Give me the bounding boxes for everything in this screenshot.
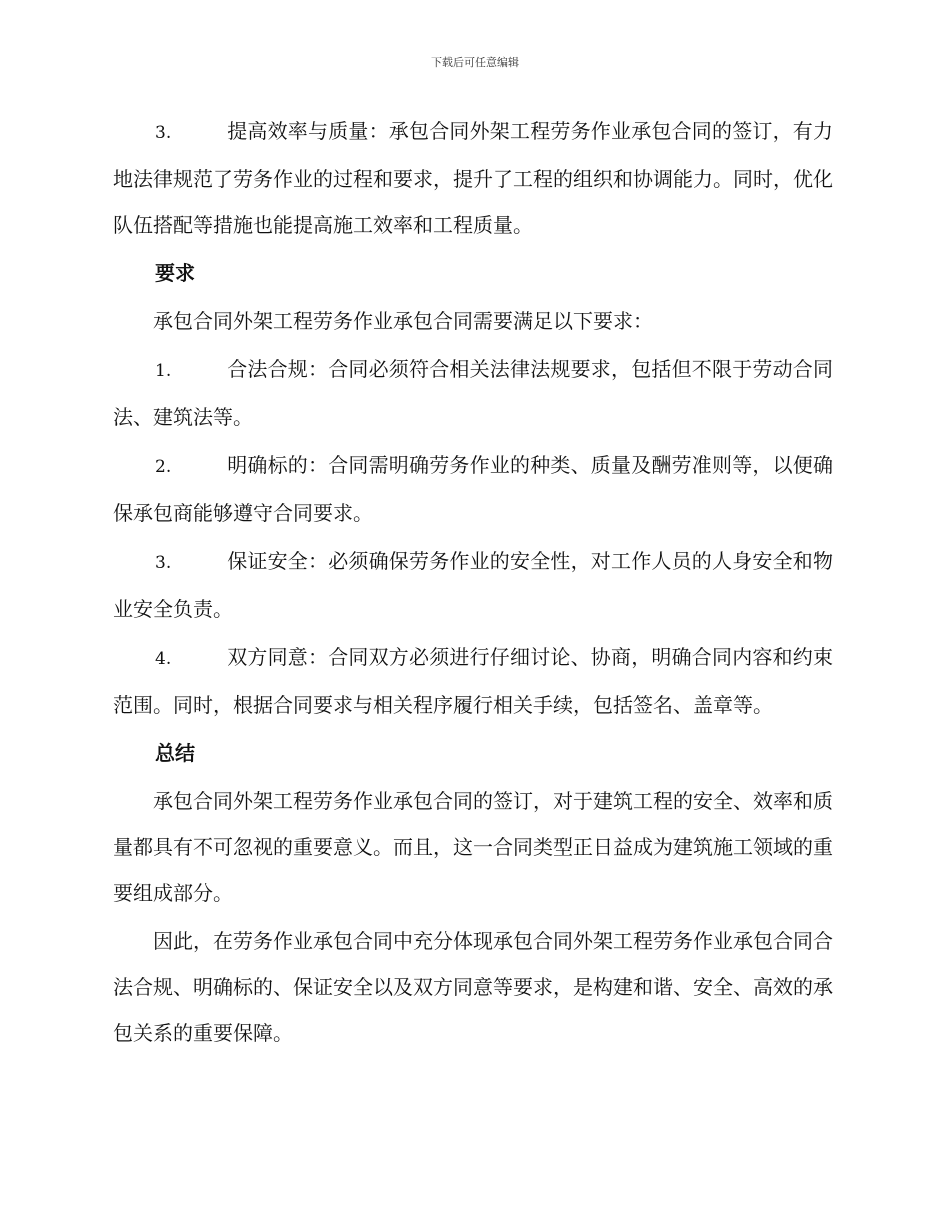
list-item-safety [113, 538, 833, 632]
list-text: 保证安全：必须确保劳务作业的安全性，对工作人员的人身安全和物业安全负责。 [113, 549, 833, 621]
list-number: 3. [155, 553, 172, 573]
requirements-intro: 承包合同外架工程劳务作业承包合同需要满足以下要求： [153, 309, 653, 333]
page-header: 下载后可任意编辑 [431, 56, 519, 69]
list-text: 合法合规：合同必须符合相关法律法规要求，包括但不限于劳动合同法、建筑法等。 [113, 357, 833, 429]
list-item-subject [113, 442, 833, 536]
list-number: 4. [155, 649, 172, 669]
list-number: 1. [155, 361, 172, 381]
list-item-compliance [113, 346, 833, 440]
list-number: 3. [155, 123, 172, 143]
list-number: 2. [155, 457, 172, 477]
list-text: 双方同意：合同双方必须进行仔细讨论、协商，明确合同内容和约束范围。同时，根据合同要求与相关程序履行相关手续，包括签名、盖章等。 [113, 645, 833, 717]
section-heading-requirements: 要求 [155, 261, 195, 285]
summary-paragraph: 因此，在劳务作业承包合同中充分体现承包合同外架工程劳务作业承包合同合法合规、明确标的、保证安全以及双方同意等要求，是构建和谐、安全、高效的承包关系的重要保障。 [113, 929, 833, 1045]
list-text: 明确标的：合同需明确劳务作业的种类、质量及酬劳准则等，以便确保承包商能够遵守合同要求。 [113, 453, 833, 525]
list-text: 提高效率与质量：承包合同外架工程劳务作业承包合同的签订，有力地法律规范了劳务作业的过程和要求，提升了工程的组织和协调能力。同时，优化队伍搭配等措施也能提高施工效率和工程质量。 [113, 119, 833, 237]
list-item-consent [113, 634, 833, 728]
document-body [113, 108, 833, 1058]
section-heading-summary: 总结 [155, 741, 195, 765]
list-item-efficiency [113, 108, 833, 248]
summary-paragraph: 承包合同外架工程劳务作业承包合同的签订，对于建筑工程的安全、效率和质量都具有不可忽视的重要意义。而且，这一合同类型正日益成为建筑施工领域的重要组成部分。 [113, 789, 833, 905]
